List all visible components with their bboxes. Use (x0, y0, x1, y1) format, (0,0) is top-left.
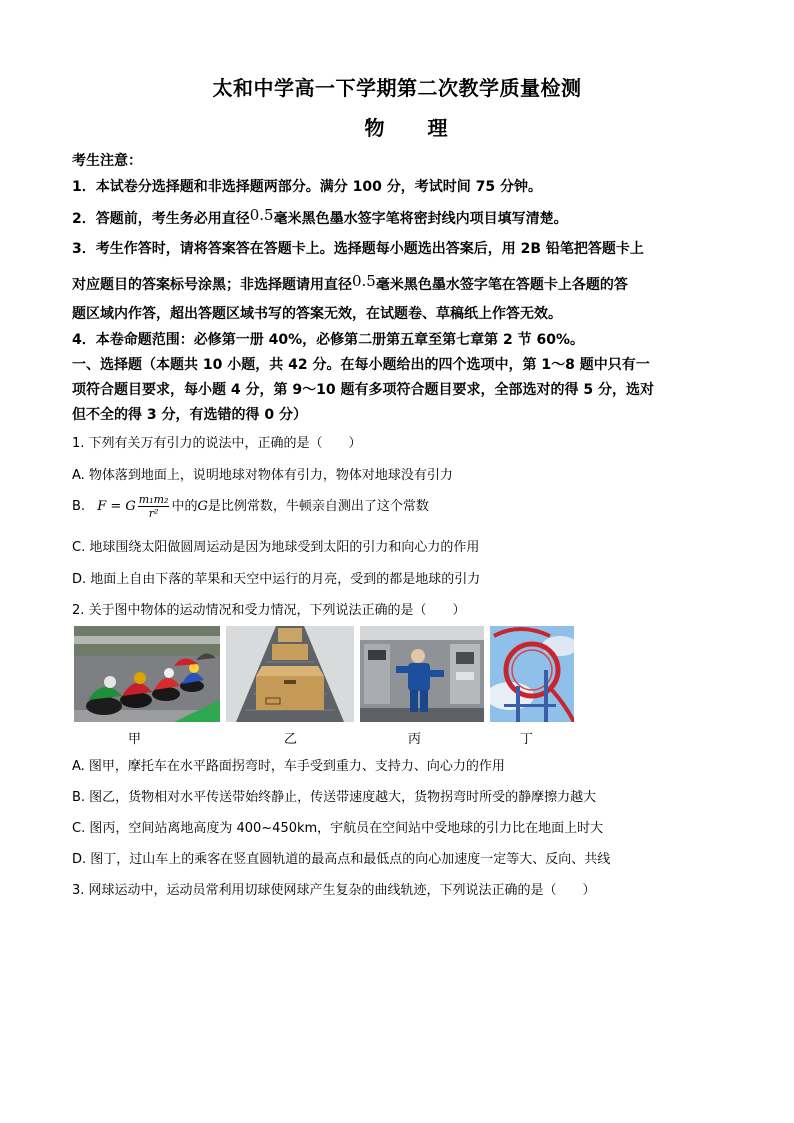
section-1-line-3: 但不全的得 3 分，有选错的得 0 分） (72, 407, 307, 423)
notice-heading: 考生注意： (72, 153, 142, 169)
q1-option-b-g: G (197, 499, 208, 514)
picture-roller-coaster (490, 626, 574, 722)
q1-option-c: C. 地球围绕太阳做圆周运动是因为地球受到太阳的引力和向心力的作用 (72, 540, 480, 555)
notice-item-3-line-1: 3．考生作答时，请将答案答在答题卡上。选择题每小题选出答案后，用 2B 铅笔把答题卡上 (72, 241, 644, 257)
q2-option-b: B. 图乙，货物相对水平传送带始终静止，传送带速度越大，货物拐弯时所受的静摩擦力越大 (72, 790, 597, 805)
notice-item-3-a: 对应题目的答案标号涂黑；非选择题请用直径 (72, 277, 352, 293)
notice-item-4: 4．本卷命题范围：必修第一册 40%，必修第二册第五章至第七章第 2 节 60%。 (72, 332, 584, 348)
notice-item-2-c: 毫米黑色墨水签字笔将密封线内项目填写清楚。 (273, 211, 568, 227)
subject-title: 物 理 (364, 116, 466, 140)
caption-ding: 丁 (520, 732, 534, 747)
q1-option-d: D. 地面上自由下落的苹果和天空中运行的月亮，受到的都是地球的引力 (72, 572, 481, 587)
q2-stem: 2. 关于图中物体的运动情况和受力情况，下列说法正确的是（ ） (72, 603, 466, 618)
notice-item-2-a: 2．答题前，考生务必用直径 (72, 211, 250, 227)
picture-motorcycle-race (74, 626, 220, 722)
q1-option-a: A. 物体落到地面上，说明地球对物体有引力，物体对地球没有引力 (72, 468, 453, 483)
formula-lhs: F = G (97, 499, 136, 514)
q1-option-b (72, 493, 724, 520)
caption-jia: 甲 (128, 732, 142, 747)
notice-item-3-c: 毫米黑色墨水签字笔在答题卡上各题的答 (375, 277, 628, 293)
picture-space-station (360, 626, 484, 722)
gravitation-formula (97, 493, 171, 520)
formula-numerator: m₁m₂ (138, 493, 169, 506)
q1-option-b-rest: 是比例常数，牛顿亲自测出了这个常数 (207, 499, 429, 514)
q3-stem: 3. 网球运动中，运动员常利用切球使网球产生复杂的曲线轨迹，下列说法正确的是（ ） (72, 883, 596, 898)
q2-option-d: D. 图丁，过山车上的乘客在竖直圆轨道的最高点和最低点的向心加速度一定等大、反向、共线 (72, 852, 611, 867)
q1-stem: 1. 下列有关万有引力的说法中，正确的是（ ） (72, 436, 362, 451)
notice-item-2-number: 0.5 (249, 206, 274, 224)
q1-option-b-label: B. (72, 499, 86, 514)
picture-conveyor-box (226, 626, 354, 722)
q2-option-c: C. 图丙，空间站离地高度为 400~450km，宇航员在空间站中受地球的引力比在地面上时大 (72, 821, 604, 836)
q2-option-a: A. 图甲，摩托车在水平路面拐弯时，车手受到重力、支持力、向心力的作用 (72, 759, 505, 774)
caption-yi: 乙 (284, 732, 298, 747)
caption-bing: 丙 (408, 732, 422, 747)
notice-item-3-line-2 (72, 272, 724, 294)
notice-item-2 (72, 206, 724, 228)
q1-option-b-mid: 中的 (171, 499, 198, 514)
section-1-line-2: 项符合题目要求，每小题 4 分，第 9～10 题有多项符合题目要求，全部选对的得 5 分，选对 (72, 382, 654, 398)
section-1-line-1: 一、选择题（本题共 10 小题，共 42 分。在每小题给出的四个选项中，第 1～8 题中只有一 (72, 357, 650, 373)
notice-item-3-line-3: 题区域内作答，超出答题区域书写的答案无效，在试题卷、草稿纸上作答无效。 (72, 306, 562, 322)
formula-denominator: r² (148, 507, 159, 520)
notice-item-3-number: 0.5 (352, 272, 376, 290)
exam-title: 太和中学高一下学期第二次教学质量检测 (212, 76, 582, 100)
notice-item-1: 1．本试卷分选择题和非选择题两部分。满分 100 分，考试时间 75 分钟。 (72, 179, 542, 195)
formula-fraction (138, 493, 170, 520)
